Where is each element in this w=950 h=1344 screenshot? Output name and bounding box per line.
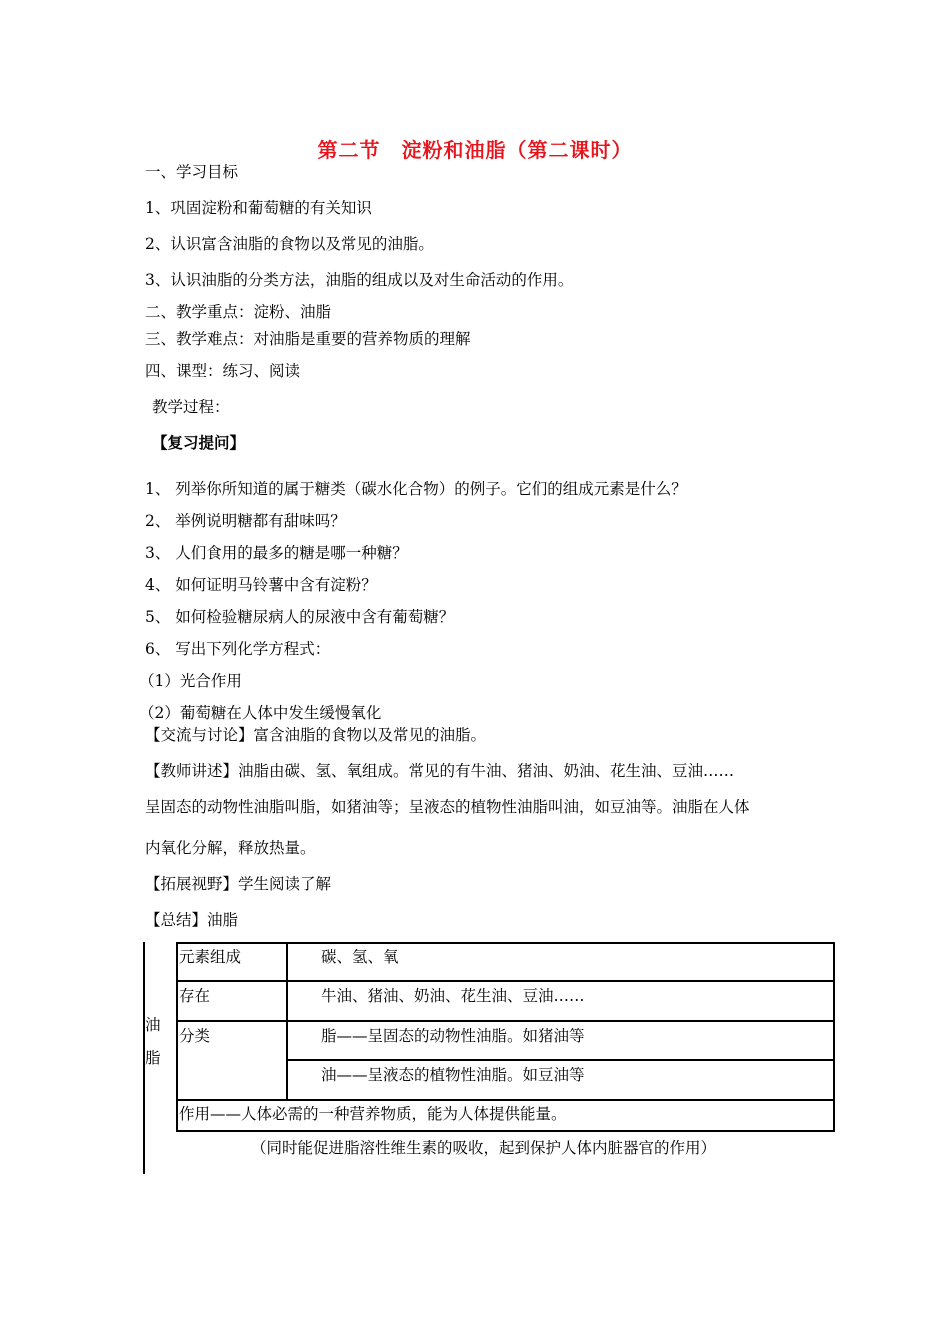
sub-question-2: （2）葡萄糖在人体中发生缓慢氧化: [139, 704, 382, 722]
review-question-3: 3、 人们食用的最多的糖是哪一种糖？: [145, 544, 408, 562]
page-title: 第二节 淀粉和油脂（第二课时）: [317, 138, 633, 162]
discussion: [145, 725, 486, 745]
review-question-2: 2、 举例说明糖都有甜味吗？: [145, 512, 346, 530]
table-border: [176, 1099, 835, 1101]
teacher-talk: [145, 761, 734, 781]
teacher-line-3: 内氧化分解，释放热量。: [145, 839, 316, 857]
difficulty: 三、教学难点：对油脂是重要的营养物质的理解: [145, 330, 471, 348]
key-point: 二、教学重点：淀粉、油脂: [145, 303, 332, 321]
objective-item-3: 3、认识油脂的分类方法，油脂的组成以及对生命活动的作用。: [145, 271, 574, 289]
review-heading: 【复习提问】: [152, 433, 246, 452]
table-cell-label: 元素组成: [179, 948, 242, 966]
table-cell-value: 碳、氢、氧: [321, 948, 399, 966]
table-border: [176, 980, 835, 982]
table-cell-value: 牛油、猪油、奶油、花生油、豆油……: [321, 987, 585, 1005]
table-function-note: （同时能促进脂溶性维生素的吸收，起到保护人体内脏器官的作用）: [251, 1139, 717, 1157]
objectives-heading: 一、学习目标: [145, 163, 239, 181]
discussion-label: 【交流与讨论】: [145, 726, 254, 744]
teacher-line-2: 呈固态的动物性油脂叫脂，如猪油等；呈液态的植物性油脂叫油，如豆油等。油脂在人体: [145, 798, 750, 816]
review-question-4: 4、 如何证明马铃薯中含有淀粉？: [145, 576, 377, 594]
table-cell-value: 脂——呈固态的动物性油脂。如猪油等: [321, 1027, 585, 1045]
table-border: [176, 1020, 835, 1022]
objective-item-2: 2、认识富含油脂的食物以及常见的油脂。: [145, 235, 434, 253]
table-function: 作用——人体必需的一种营养物质，能为人体提供能量。: [179, 1105, 567, 1123]
table-border: [286, 1059, 835, 1061]
table-cell-label: 存在: [179, 987, 211, 1005]
summary-label: 【总结】: [145, 911, 208, 929]
table-row-header-2: 脂: [145, 1049, 161, 1067]
table-border: [176, 1130, 835, 1132]
review-question-1: 1、 列举你所知道的属于糖类（碳水化合物）的例子。它们的组成元素是什么？: [145, 480, 687, 498]
process-label: 教学过程：: [152, 398, 230, 416]
sub-question-1: （1）光合作用: [139, 672, 242, 690]
discussion-text: 富含油脂的食物以及常见的油脂。: [253, 726, 487, 744]
summary-text: 油脂: [207, 911, 239, 929]
objective-item-1: 1、巩固淀粉和葡萄糖的有关知识: [145, 199, 372, 217]
summary: [145, 910, 238, 930]
extend: [145, 874, 331, 894]
summary-table: [143, 942, 835, 1174]
extend-text: 学生阅读了解: [238, 875, 332, 893]
teacher-text: 油脂由碳、氢、氧组成。常见的有牛油、猪油、奶油、花生油、豆油……: [238, 762, 735, 780]
table-cell-label: 分类: [179, 1027, 211, 1045]
review-question-5: 5、 如何检验糖尿病人的尿液中含有葡萄糖？: [145, 608, 455, 626]
extend-label: 【拓展视野】: [145, 875, 239, 893]
teacher-label: 【教师讲述】: [145, 762, 239, 780]
table-cell-value: 油——呈液态的植物性油脂。如豆油等: [321, 1066, 585, 1084]
table-row-header-1: 油: [145, 1016, 161, 1034]
review-question-6: 6、 写出下列化学方程式：: [145, 640, 331, 658]
table-border: [176, 942, 178, 1131]
table-border: [176, 942, 835, 944]
table-border: [833, 942, 835, 1131]
lesson-type: 四、课型：练习、阅读: [145, 362, 301, 380]
